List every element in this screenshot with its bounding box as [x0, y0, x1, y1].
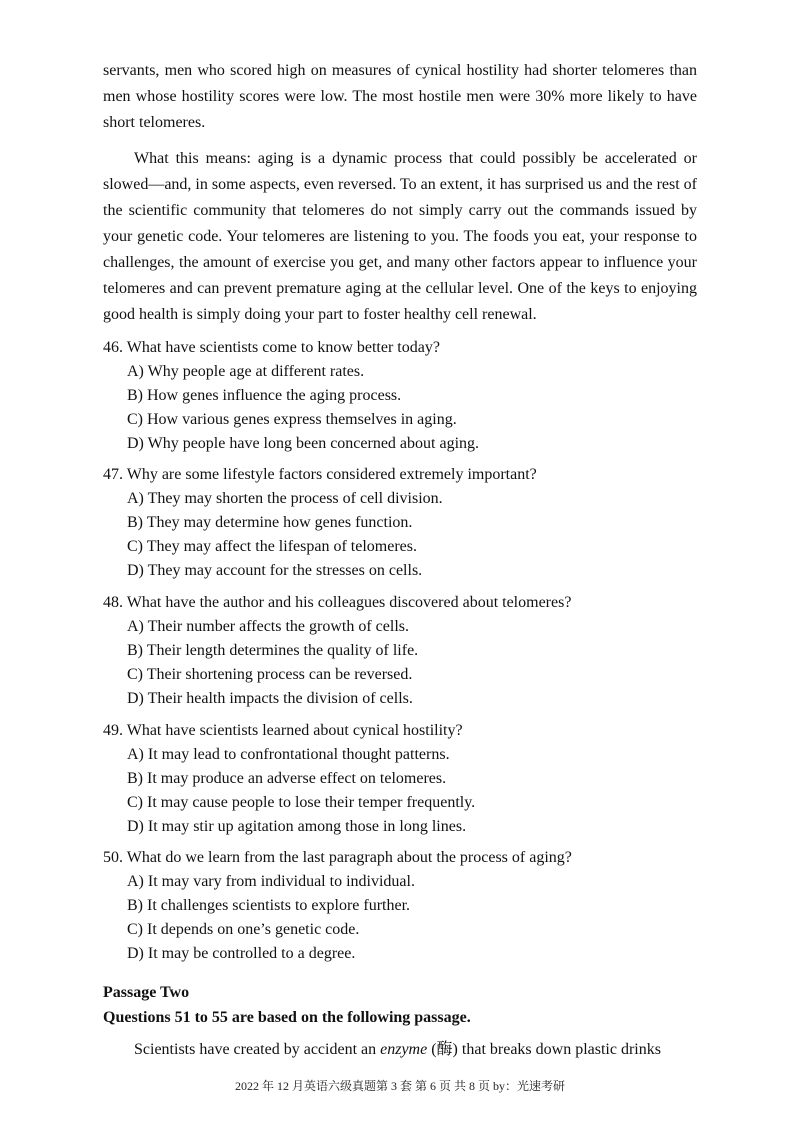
paragraph-continuation: servants, men who scored high on measures of cynical hostility had shorter telomeres than men whose hostility scores were low. The most hostile men were 30% more likely to have short telomeres.: [103, 62, 697, 131]
question-stem: 47. Why are some lifestyle factors considered extremely important?: [103, 466, 537, 483]
option-b: B) They may determine how genes function.: [127, 514, 413, 531]
question-stem: 48. What have the author and his colleagues discovered about telomeres?: [103, 594, 572, 611]
question-48: [103, 591, 703, 711]
option-d: D) It may be controlled to a degree.: [127, 945, 356, 962]
question-49: [103, 719, 703, 839]
option-d: D) They may account for the stresses on cells.: [127, 562, 423, 579]
first-line-text: Scientists have created by accident an: [134, 1041, 381, 1058]
option-a: A) They may shorten the process of cell division.: [127, 490, 443, 507]
paragraph-what-this-means: What this means: aging is a dynamic process that could possibly be accelerated or slowed—and, in some aspects, even reversed. To an extent, it has surprised us and the rest of the scientific community that telomeres do not simply carry out the commands issued by your genetic code. Your telomeres are listening to you. The foods you eat, your response to challenges, the amount of exercise you get, and many other factors appear to influence your telomeres and can prevent premature aging at the cellular level. One of the keys to enjoying good health is simply doing your part to foster healthy cell renewal.: [103, 150, 697, 323]
page-footer: 2022 年 12 月英语六级真题第 3 套 第 6 页 共 8 页 by：光速考研: [234, 1079, 565, 1093]
option-a: A) Why people age at different rates.: [127, 363, 365, 380]
enzyme-term: enzyme: [380, 1041, 428, 1058]
option-b: B) It challenges scientists to explore further.: [127, 897, 411, 914]
option-a: A) Their number affects the growth of cells.: [127, 618, 409, 635]
option-c: C) It may cause people to lose their temper frequently.: [127, 794, 476, 811]
option-c: C) It depends on one’s genetic code.: [127, 921, 360, 938]
option-d: D) Why people have long been concerned about aging.: [127, 435, 480, 452]
option-d: D) Their health impacts the division of cells.: [127, 690, 413, 707]
first-line-text-end: that breaks down plastic drinks: [461, 1041, 661, 1058]
question-stem: 50. What do we learn from the last paragraph about the process of aging?: [103, 849, 572, 866]
option-d: D) It may stir up agitation among those in long lines.: [127, 818, 467, 835]
passage-two-instruction: Questions 51 to 55 are based on the following passage.: [103, 1009, 471, 1026]
question-stem: 46. What have scientists come to know better today?: [103, 339, 440, 356]
option-a: A) It may vary from individual to individual.: [127, 873, 415, 890]
question-47: [103, 463, 703, 583]
passage-two-title: Passage Two: [103, 984, 190, 1001]
enzyme-chinese-gloss: (酶): [427, 1041, 462, 1058]
option-a: A) It may lead to confrontational thought patterns.: [127, 746, 450, 763]
option-b: B) How genes influence the aging process.: [127, 387, 402, 404]
option-c: C) They may affect the lifespan of telomeres.: [127, 538, 417, 555]
option-c: C) Their shortening process can be reversed.: [127, 666, 413, 683]
passage-two-first-line: [134, 1037, 697, 1063]
option-b: B) Their length determines the quality of life.: [127, 642, 419, 659]
question-stem: 49. What have scientists learned about cynical hostility?: [103, 722, 463, 739]
option-b: B) It may produce an adverse effect on telomeres.: [127, 770, 447, 787]
option-c: C) How various genes express themselves in aging.: [127, 411, 457, 428]
question-50: [103, 846, 703, 966]
question-46: [103, 336, 703, 456]
